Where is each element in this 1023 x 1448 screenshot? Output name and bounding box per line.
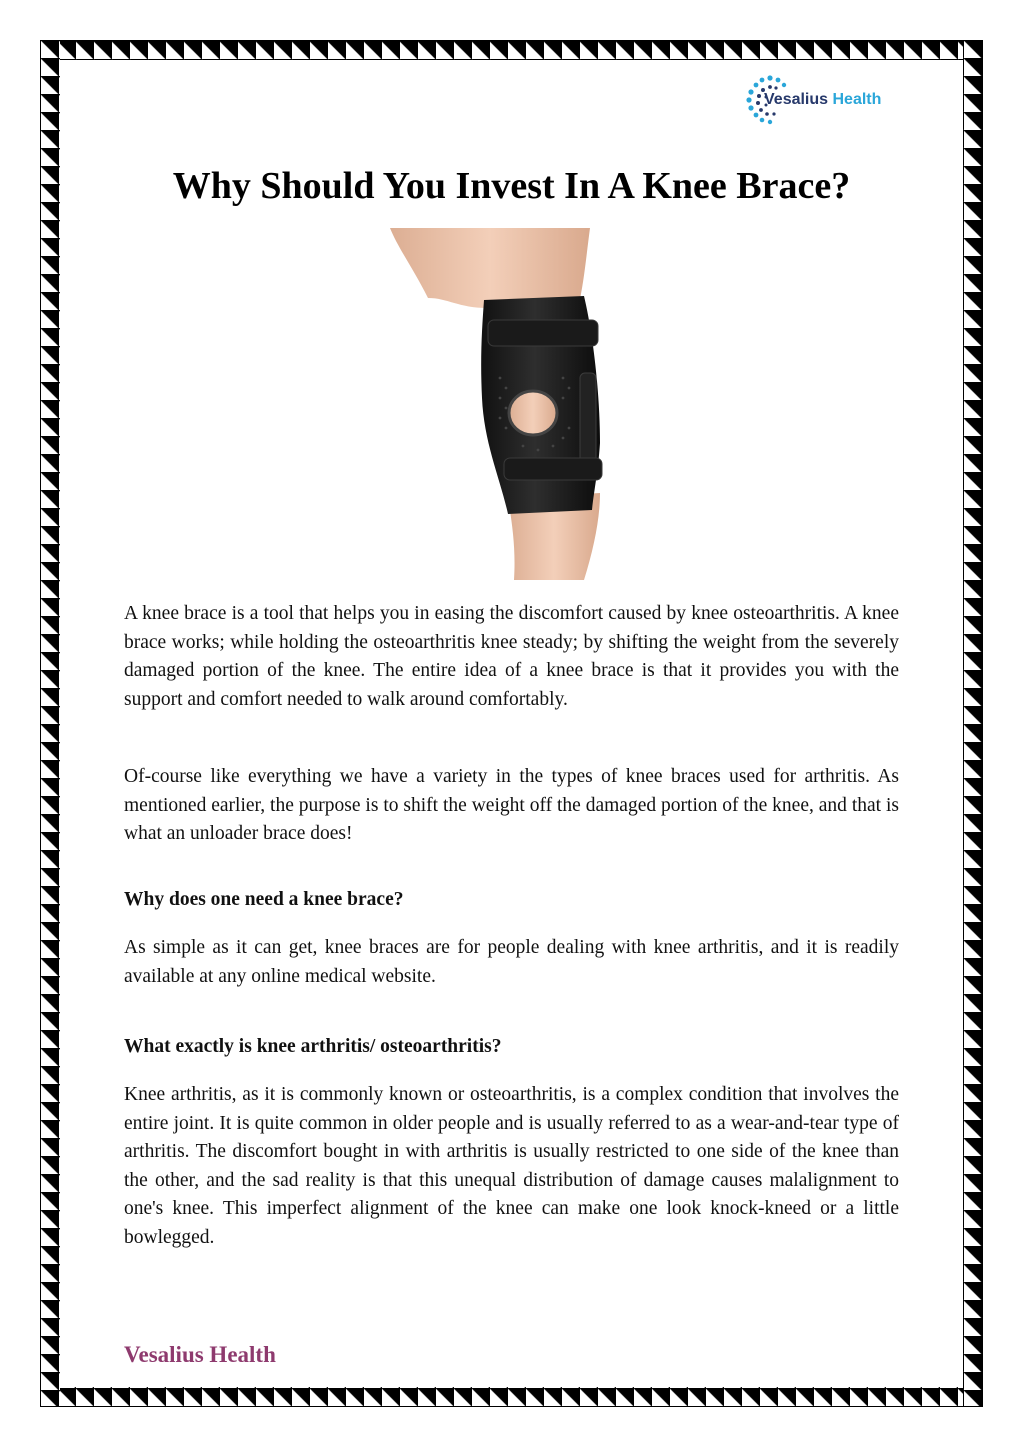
decorative-border-top <box>40 40 983 60</box>
vesalius-logo <box>740 70 920 130</box>
decorative-border-left <box>40 40 60 1407</box>
logo-wordmark <box>764 91 881 109</box>
decorative-border-bottom <box>40 1387 983 1407</box>
page-title: Why Should You Invest In A Knee Brace? <box>172 165 851 207</box>
heading-why-need: Why does one need a knee brace? <box>124 889 404 910</box>
decorative-border-right <box>963 40 983 1407</box>
logo-word-secondary: Health <box>832 91 882 108</box>
paragraph-types: Of-course like everything we have a variety in the types of knee braces used for arthritis. As mentioned earlier, the purpose is to shift the weight off the damaged portion of the knee, and that is what an unloader brace does! <box>124 766 899 844</box>
logo-word-primary: Vesalius <box>764 91 829 108</box>
knee-brace-photo <box>388 228 618 580</box>
paragraph-why-need: As simple as it can get, knee braces are for people dealing with knee arthritis, and it is readily available at any online medical website. <box>124 937 899 987</box>
knee-brace-icon <box>388 228 618 580</box>
paragraph-intro: A knee brace is a tool that helps you in easing the discomfort caused by knee osteoarthritis. A knee brace works; while holding the osteoarthritis knee steady; by shifting the weight from the severely damaged portion of the knee. The entire idea of a knee brace is that it provides you with the support and comfort needed to walk around comfortably. <box>124 603 899 710</box>
heading-what-is-arthritis: What exactly is knee arthritis/ osteoarthritis? <box>124 1036 502 1057</box>
paragraph-arthritis: Knee arthritis, as it is commonly known or osteoarthritis, is a complex condition that involves the entire joint. It is quite common in older people and is usually referred to as a wear-and-tear type of arthritis. The discomfort bought in with arthritis is usually restricted to one side of the knee than the other, and the sad reality is that this unequal distribution of damage causes malalignment to one's knee. This imperfect alignment of the knee can make one look knock-kneed or a little bowlegged. <box>124 1084 899 1248</box>
footer-brand: Vesalius Health <box>124 1342 276 1367</box>
